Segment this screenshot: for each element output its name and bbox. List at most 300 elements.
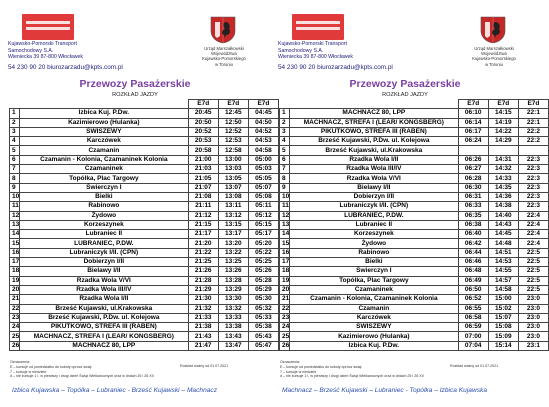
validity-note: Rozkład ważny od 01.07.2021 bbox=[450, 364, 499, 368]
departure-time-cell: 05:38 bbox=[248, 323, 278, 332]
table-row bbox=[280, 285, 549, 294]
company-logo bbox=[292, 14, 344, 40]
company-contact: 54 230 90 20 biurozarzadu@kpts.com.pl bbox=[278, 64, 393, 71]
table-row bbox=[280, 332, 549, 341]
departure-time-cell bbox=[458, 146, 488, 155]
departure-time-cell: 14:48 bbox=[488, 239, 518, 248]
departure-time-cell: 13:26 bbox=[218, 267, 248, 276]
departure-time-cell: 06:30 bbox=[458, 183, 488, 192]
stop-number-cell: 18 bbox=[10, 267, 20, 276]
notes-heading: Oznaczenia: bbox=[10, 360, 30, 364]
stop-number-cell: 21 bbox=[280, 295, 290, 304]
timetable-panel-outbound bbox=[0, 0, 270, 407]
office-line3: Kujawsko-Pomorskiego bbox=[202, 56, 246, 62]
departure-time-cell: 06:50 bbox=[458, 285, 488, 294]
departure-time-cell: 14:35 bbox=[488, 183, 518, 192]
departure-time-cell: 05:28 bbox=[248, 276, 278, 285]
stop-name-cell: Czamanin bbox=[20, 146, 189, 155]
stop-number-cell: 13 bbox=[10, 220, 20, 229]
stop-name-cell: Bielki bbox=[20, 192, 189, 201]
departure-time-cell: 22:3 bbox=[518, 174, 548, 183]
table-row bbox=[10, 192, 279, 201]
company-name: Kujawsko-Pomorski Transport bbox=[278, 41, 347, 47]
stop-name-cell: Brześć Kujawski, P.Dw. ul. Kolejowa bbox=[20, 313, 189, 322]
table-row bbox=[280, 304, 549, 313]
notes-line: E – kursuje od poniedziałku do soboty oprócz świąt bbox=[10, 364, 92, 369]
office-info bbox=[186, 46, 262, 67]
stop-number-cell: 15 bbox=[10, 239, 20, 248]
stop-name-cell: PIKUTKOWO, STREFA III (RABEN) bbox=[20, 323, 189, 332]
departure-time-cell: 06:31 bbox=[458, 192, 488, 201]
departure-time-cell: 14:32 bbox=[488, 165, 518, 174]
departure-time-cell: 21:29 bbox=[188, 285, 218, 294]
legend-notes bbox=[280, 360, 424, 379]
departure-time-cell: 14:58 bbox=[488, 285, 518, 294]
departure-time-cell: 05:32 bbox=[248, 304, 278, 313]
departure-time-cell: 04:53 bbox=[248, 137, 278, 146]
table-row bbox=[10, 146, 279, 155]
route-caption: Machnacz – Brześć Kujawski – Lubraniec - Topólka – Izbica Kujawska bbox=[282, 387, 487, 394]
table-row bbox=[10, 155, 279, 164]
stop-name-cell: Kazimierowo (Hulanka) bbox=[290, 332, 459, 341]
table-row bbox=[280, 183, 549, 192]
departure-time-cell: 12:45 bbox=[218, 109, 248, 118]
departure-time-cell: 06:35 bbox=[458, 211, 488, 220]
stop-number-cell: 10 bbox=[10, 192, 20, 201]
office-line3: Kujawsko-Pomorskiego bbox=[472, 56, 516, 62]
table-row bbox=[280, 202, 549, 211]
table-row bbox=[10, 267, 279, 276]
departure-time-cell: 06:42 bbox=[458, 239, 488, 248]
company-address: Wieniecka 39 87-800 Włocławek bbox=[278, 54, 353, 61]
departure-time-cell: 22:1 bbox=[518, 118, 548, 127]
departure-time-cell: 22:4 bbox=[518, 211, 548, 220]
company-address: Wieniecka 39 87-800 Włocławek bbox=[8, 54, 83, 61]
stop-name-cell: LUBRANIEC, P.DW. bbox=[20, 239, 189, 248]
departure-time-cell: 21:15 bbox=[188, 220, 218, 229]
departure-time-cell: 22:4 bbox=[518, 220, 548, 229]
departure-time-cell: 23:0 bbox=[518, 313, 548, 322]
departure-time-cell: 05:33 bbox=[248, 313, 278, 322]
column-header: E7d bbox=[188, 100, 218, 109]
stop-number-cell: 17 bbox=[10, 258, 20, 267]
departure-time-cell: 21:11 bbox=[188, 202, 218, 211]
departure-time-cell: 06:48 bbox=[458, 267, 488, 276]
departure-time-cell: 06:59 bbox=[458, 323, 488, 332]
stop-name-cell: LUBRANIEC, P.DW. bbox=[290, 211, 459, 220]
departure-time-cell: 13:32 bbox=[218, 304, 248, 313]
office-line1: Urząd Marszałkowski bbox=[204, 46, 244, 51]
departure-time-cell: 13:30 bbox=[218, 295, 248, 304]
departure-time-cell: 21:00 bbox=[188, 155, 218, 164]
stop-number-cell: 24 bbox=[10, 323, 20, 332]
departure-time-cell: 13:33 bbox=[218, 313, 248, 322]
departure-time-cell: 22:5 bbox=[518, 285, 548, 294]
stop-number-cell: 20 bbox=[280, 285, 290, 294]
stop-number-cell: 15 bbox=[280, 239, 290, 248]
departure-time-cell: 05:22 bbox=[248, 248, 278, 257]
stop-name-cell: Izbica Kuj. P.Dw. bbox=[20, 109, 189, 118]
table-row bbox=[280, 267, 549, 276]
departure-time-cell: 12:50 bbox=[218, 118, 248, 127]
departure-time-cell: 21:17 bbox=[188, 230, 218, 239]
stop-name-cell: Świerczyn I bbox=[290, 267, 459, 276]
table-row bbox=[10, 220, 279, 229]
departure-time-cell: 13:11 bbox=[218, 202, 248, 211]
stop-number-cell: 11 bbox=[10, 202, 20, 211]
departure-time-cell: 12:52 bbox=[218, 127, 248, 136]
column-header: E7d bbox=[458, 100, 488, 109]
stop-number-cell: 13 bbox=[280, 220, 290, 229]
table-row bbox=[280, 146, 549, 155]
table-row bbox=[10, 202, 279, 211]
page-title: Przewozy Pasażerskie bbox=[79, 78, 191, 90]
departure-time-cell: 13:20 bbox=[218, 239, 248, 248]
departure-time-cell: 04:50 bbox=[248, 118, 278, 127]
column-header: E7d bbox=[218, 100, 248, 109]
departure-time-cell: 23:0 bbox=[518, 295, 548, 304]
table-row bbox=[10, 137, 279, 146]
page-subtitle: ROZKŁAD JAZDY bbox=[382, 92, 428, 98]
departure-time-cell: 05:11 bbox=[248, 202, 278, 211]
stop-number-cell: 22 bbox=[280, 304, 290, 313]
departure-time-cell: 06:14 bbox=[458, 118, 488, 127]
departure-time-cell: 22:3 bbox=[518, 183, 548, 192]
stop-name-cell: ŚWISZEWY bbox=[290, 323, 459, 332]
departure-time-cell: 22:3 bbox=[518, 192, 548, 201]
stop-name-cell: Świerczyn I bbox=[20, 183, 189, 192]
table-row bbox=[280, 165, 549, 174]
stop-number-cell: 9 bbox=[280, 183, 290, 192]
stop-name-cell: Brześć Kujawski, P.Dw. ul. Kolejowa bbox=[290, 137, 459, 146]
departure-time-cell: 21:33 bbox=[188, 313, 218, 322]
stop-number-cell: 3 bbox=[280, 127, 290, 136]
table-row bbox=[280, 323, 549, 332]
stop-name-cell: Karczówek bbox=[20, 137, 189, 146]
stop-name-cell: Kazimierowo (Hulanka) bbox=[20, 118, 189, 127]
office-line1: Urząd Marszałkowski bbox=[474, 46, 514, 51]
departure-time-cell: 21:25 bbox=[188, 258, 218, 267]
table-row bbox=[280, 127, 549, 136]
table-row bbox=[280, 155, 549, 164]
departure-time-cell: 12:58 bbox=[218, 146, 248, 155]
departure-time-cell: 13:29 bbox=[218, 285, 248, 294]
departure-time-cell: 14:45 bbox=[488, 230, 518, 239]
stop-number-cell: 12 bbox=[280, 211, 290, 220]
departure-time-cell: 13:38 bbox=[218, 323, 248, 332]
stop-name-cell: Bielawy I/II bbox=[290, 183, 459, 192]
departure-time-cell: 14:36 bbox=[488, 192, 518, 201]
stop-number-cell: 9 bbox=[10, 183, 20, 192]
table-row bbox=[280, 276, 549, 285]
stop-number-cell: 26 bbox=[280, 341, 290, 350]
departure-time-cell: 05:03 bbox=[248, 165, 278, 174]
table-row bbox=[280, 248, 549, 257]
stop-name-cell: Brześć Kujawski, ul.Krakowska bbox=[290, 146, 459, 155]
stop-number-cell: 2 bbox=[10, 118, 20, 127]
departure-time-cell: 06:26 bbox=[458, 155, 488, 164]
stop-name-cell: Bielki bbox=[290, 258, 459, 267]
departure-time-cell: 21:47 bbox=[188, 341, 218, 350]
departure-time-cell: 14:33 bbox=[488, 174, 518, 183]
departure-time-cell: 23:0 bbox=[518, 323, 548, 332]
departure-time-cell: 21:07 bbox=[188, 183, 218, 192]
page-subtitle: ROZKŁAD JAZDY bbox=[112, 92, 158, 98]
stop-number-cell: 22 bbox=[10, 304, 20, 313]
stop-number-cell: 26 bbox=[10, 341, 20, 350]
departure-time-cell: 21:22 bbox=[188, 248, 218, 257]
departure-time-cell: 21:43 bbox=[188, 332, 218, 341]
departure-time-cell: 15:09 bbox=[488, 332, 518, 341]
company-logo bbox=[22, 14, 74, 40]
stop-name-cell: Dobierzyn I/II bbox=[290, 192, 459, 201]
table-row bbox=[10, 174, 279, 183]
departure-time-cell: 23:0 bbox=[518, 332, 548, 341]
route-caption: Izbica Kujawska – Topólka – Lubraniec - Brześć Kujawski – Machnacz bbox=[12, 387, 217, 394]
table-row bbox=[10, 248, 279, 257]
stop-name-cell: MACHNACZ, STREFA I (LEAR/ KONGSBERG) bbox=[290, 118, 459, 127]
departure-time-cell: 22:3 bbox=[518, 165, 548, 174]
stop-name-cell: Lubraniec II bbox=[20, 230, 189, 239]
stop-name-cell: Lubraniczyk I/II. (CPN) bbox=[290, 202, 459, 211]
stop-name-cell: Rzadka Wola I/II bbox=[20, 295, 189, 304]
stop-name-cell: Rzadka Wola V/VI bbox=[290, 174, 459, 183]
timetable-table bbox=[279, 99, 549, 351]
departure-time-cell: 21:26 bbox=[188, 267, 218, 276]
departure-time-cell: 05:47 bbox=[248, 341, 278, 350]
stop-number-cell: 5 bbox=[10, 146, 20, 155]
departure-time-cell: 20:45 bbox=[188, 109, 218, 118]
departure-time-cell: 05:12 bbox=[248, 211, 278, 220]
coat-of-arms-icon bbox=[480, 16, 506, 44]
departure-time-cell: 05:43 bbox=[248, 332, 278, 341]
notes-line: d – nie kursuje 1 I, w pierwszy i drugi dzień Świąt Wielkanocnych oraz w dniach 25 i 26 XII bbox=[10, 374, 154, 379]
departure-time-cell: 15:00 bbox=[488, 295, 518, 304]
stop-number-cell: 16 bbox=[10, 248, 20, 257]
departure-time-cell: 07:00 bbox=[458, 332, 488, 341]
stop-name-cell: Lubraniczyk I/II. (CPN) bbox=[20, 248, 189, 257]
company-info bbox=[8, 41, 83, 61]
stop-number-cell: 8 bbox=[280, 174, 290, 183]
departure-time-cell: 14:53 bbox=[488, 258, 518, 267]
departure-time-cell: 22:4 bbox=[518, 239, 548, 248]
departure-time-cell bbox=[518, 146, 548, 155]
timetable-table bbox=[9, 99, 279, 351]
departure-time-cell: 05:29 bbox=[248, 285, 278, 294]
stop-name-cell: Rabinowo bbox=[290, 248, 459, 257]
stop-name-cell: MACHNACZ 80, LPP bbox=[20, 341, 189, 350]
departure-time-cell: 13:05 bbox=[218, 174, 248, 183]
departure-time-cell: 06:40 bbox=[458, 230, 488, 239]
departure-time-cell: 21:32 bbox=[188, 304, 218, 313]
departure-time-cell: 13:22 bbox=[218, 248, 248, 257]
table-row bbox=[10, 118, 279, 127]
departure-time-cell: 15:07 bbox=[488, 313, 518, 322]
stop-name-cell: Rzadka Wola III/IV bbox=[20, 285, 189, 294]
departure-time-cell: 05:26 bbox=[248, 267, 278, 276]
stop-name-cell: Czamaninek bbox=[20, 165, 189, 174]
departure-time-cell: 06:46 bbox=[458, 258, 488, 267]
stop-name-cell: Karczówek bbox=[290, 313, 459, 322]
page-title: Przewozy Pasażerskie bbox=[349, 78, 461, 90]
company-contact: 54 230 90 20 biurozarzadu@kpts.com.pl bbox=[8, 64, 123, 71]
company-name-line2: Samochodowy S.A. bbox=[278, 47, 324, 54]
office-line4: w Toruniu bbox=[215, 61, 233, 67]
office-line2: Województwa bbox=[211, 51, 237, 57]
company-name: Kujawsko-Pomorski Transport bbox=[8, 41, 77, 47]
timetable-header-row bbox=[280, 100, 549, 109]
departure-time-cell: 13:17 bbox=[218, 230, 248, 239]
table-row bbox=[10, 239, 279, 248]
office-line4: w Toruniu bbox=[485, 61, 503, 67]
stop-name-cell: Lubraniec II bbox=[290, 220, 459, 229]
departure-time-cell: 06:28 bbox=[458, 174, 488, 183]
stop-number-cell: 21 bbox=[10, 295, 20, 304]
table-row bbox=[280, 211, 549, 220]
stop-name-cell: Czamanin - Kolonia, Czamaninek Kolonia bbox=[20, 155, 189, 164]
table-row bbox=[280, 313, 549, 322]
stop-number-cell: 23 bbox=[280, 313, 290, 322]
stop-name-cell: Korzeszynek bbox=[290, 230, 459, 239]
departure-time-cell: 13:08 bbox=[218, 192, 248, 201]
stop-number-cell: 8 bbox=[10, 174, 20, 183]
table-row bbox=[280, 174, 549, 183]
stop-name-cell: Izbica Kuj. P.Dw. bbox=[290, 341, 459, 350]
header-blank bbox=[290, 100, 459, 109]
company-info bbox=[278, 41, 353, 61]
table-row bbox=[10, 341, 279, 350]
departure-time-cell: 05:20 bbox=[248, 239, 278, 248]
departure-time-cell: 22:5 bbox=[518, 258, 548, 267]
table-row bbox=[10, 258, 279, 267]
notes-line: d – nie kursuje 1 I, w pierwszy i drugi dzień Świąt Wielkanocnych oraz w dniach 25 i 26 XII bbox=[280, 374, 424, 379]
column-header: E7d bbox=[488, 100, 518, 109]
departure-time-cell: 22:5 bbox=[518, 276, 548, 285]
stop-name-cell: Żydowo bbox=[290, 239, 459, 248]
table-row bbox=[10, 183, 279, 192]
stop-number-cell: 6 bbox=[280, 155, 290, 164]
stop-name-cell: Żydowo bbox=[20, 211, 189, 220]
stop-name-cell: Rzadka Wola V/VI bbox=[20, 276, 189, 285]
departure-time-cell: 14:40 bbox=[488, 211, 518, 220]
departure-time-cell: 21:03 bbox=[188, 165, 218, 174]
stop-number-cell: 11 bbox=[280, 202, 290, 211]
departure-time-cell: 15:14 bbox=[488, 341, 518, 350]
departure-time-cell: 14:57 bbox=[488, 276, 518, 285]
stop-number-cell: 16 bbox=[280, 248, 290, 257]
table-row bbox=[280, 137, 549, 146]
departure-time-cell: 14:51 bbox=[488, 248, 518, 257]
departure-time-cell: 14:15 bbox=[488, 109, 518, 118]
departure-time-cell: 13:00 bbox=[218, 155, 248, 164]
departure-time-cell: 06:24 bbox=[458, 137, 488, 146]
stop-number-cell: 3 bbox=[10, 127, 20, 136]
stop-name-cell: Brześć Kujawski, ul.Krakowska bbox=[20, 304, 189, 313]
departure-time-cell: 21:05 bbox=[188, 174, 218, 183]
departure-time-cell: 13:28 bbox=[218, 276, 248, 285]
stop-number-cell: 23 bbox=[10, 313, 20, 322]
departure-time-cell: 14:19 bbox=[488, 118, 518, 127]
stop-number-cell: 14 bbox=[280, 230, 290, 239]
company-name-line2: Samochodowy S.A. bbox=[8, 47, 54, 54]
stop-name-cell: Rabinowo bbox=[20, 202, 189, 211]
table-row bbox=[10, 285, 279, 294]
departure-time-cell: 04:45 bbox=[248, 109, 278, 118]
departure-time-cell: 22:5 bbox=[518, 267, 548, 276]
departure-time-cell: 22:1 bbox=[518, 109, 548, 118]
stop-number-cell: 18 bbox=[280, 267, 290, 276]
stop-number-cell: 12 bbox=[10, 211, 20, 220]
column-header: E7d bbox=[518, 100, 548, 109]
departure-time-cell: 06:17 bbox=[458, 127, 488, 136]
stop-number-cell: 25 bbox=[10, 332, 20, 341]
stop-number-cell: 7 bbox=[10, 165, 20, 174]
table-row bbox=[280, 341, 549, 350]
stop-name-cell: Topólka, Plac Targowy bbox=[290, 276, 459, 285]
departure-time-cell: 22:5 bbox=[518, 248, 548, 257]
stop-name-cell: Topólka, Plac Targowy bbox=[20, 174, 189, 183]
validity-note: Rozkład ważny od 01.07.2021 bbox=[180, 364, 229, 368]
departure-time-cell: 05:15 bbox=[248, 220, 278, 229]
departure-time-cell: 05:25 bbox=[248, 258, 278, 267]
notes-line: 7 – kursuje w niedziele bbox=[280, 369, 317, 374]
stop-number-cell: 5 bbox=[280, 146, 290, 155]
departure-time-cell: 14:31 bbox=[488, 155, 518, 164]
departure-time-cell: 21:28 bbox=[188, 276, 218, 285]
departure-time-cell: 06:55 bbox=[458, 304, 488, 313]
table-row bbox=[280, 109, 549, 118]
departure-time-cell: 13:25 bbox=[218, 258, 248, 267]
stop-name-cell: Dobierzyn I/II bbox=[20, 258, 189, 267]
departure-time-cell: 21:38 bbox=[188, 323, 218, 332]
table-row bbox=[10, 323, 279, 332]
stop-number-cell: 4 bbox=[280, 137, 290, 146]
departure-time-cell: 21:30 bbox=[188, 295, 218, 304]
stop-number-cell: 1 bbox=[10, 109, 20, 118]
departure-time-cell: 07:04 bbox=[458, 341, 488, 350]
table-row bbox=[10, 304, 279, 313]
stop-name-cell: ŚWISZEWY bbox=[20, 127, 189, 136]
departure-time-cell: 15:08 bbox=[488, 323, 518, 332]
office-line2: Województwa bbox=[481, 51, 507, 57]
departure-time-cell: 06:58 bbox=[458, 313, 488, 322]
stop-number-cell: 19 bbox=[10, 276, 20, 285]
coat-of-arms-icon bbox=[210, 16, 236, 44]
stop-name-cell: Korzeszynek bbox=[20, 220, 189, 229]
stop-number-cell: 25 bbox=[280, 332, 290, 341]
timetable-header-row bbox=[10, 100, 279, 109]
table-row bbox=[10, 211, 279, 220]
departure-time-cell: 14:29 bbox=[488, 137, 518, 146]
column-header: E7d bbox=[248, 100, 278, 109]
notes-heading: Oznaczenia: bbox=[280, 360, 300, 364]
departure-time-cell: 14:22 bbox=[488, 127, 518, 136]
stop-number-cell: 4 bbox=[10, 137, 20, 146]
stop-number-cell: 2 bbox=[280, 118, 290, 127]
departure-time-cell: 23:0 bbox=[518, 304, 548, 313]
stop-number-cell: 19 bbox=[280, 276, 290, 285]
stop-name-cell: Czamanin bbox=[290, 304, 459, 313]
timetable-panel-return bbox=[270, 0, 540, 407]
departure-time-cell: 05:30 bbox=[248, 295, 278, 304]
departure-time-cell: 21:08 bbox=[188, 192, 218, 201]
legend-notes bbox=[10, 360, 154, 379]
departure-time-cell: 14:43 bbox=[488, 220, 518, 229]
stop-number-cell: 7 bbox=[280, 165, 290, 174]
departure-time-cell: 15:02 bbox=[488, 304, 518, 313]
departure-time-cell: 22:3 bbox=[518, 202, 548, 211]
departure-time-cell: 22:2 bbox=[518, 137, 548, 146]
